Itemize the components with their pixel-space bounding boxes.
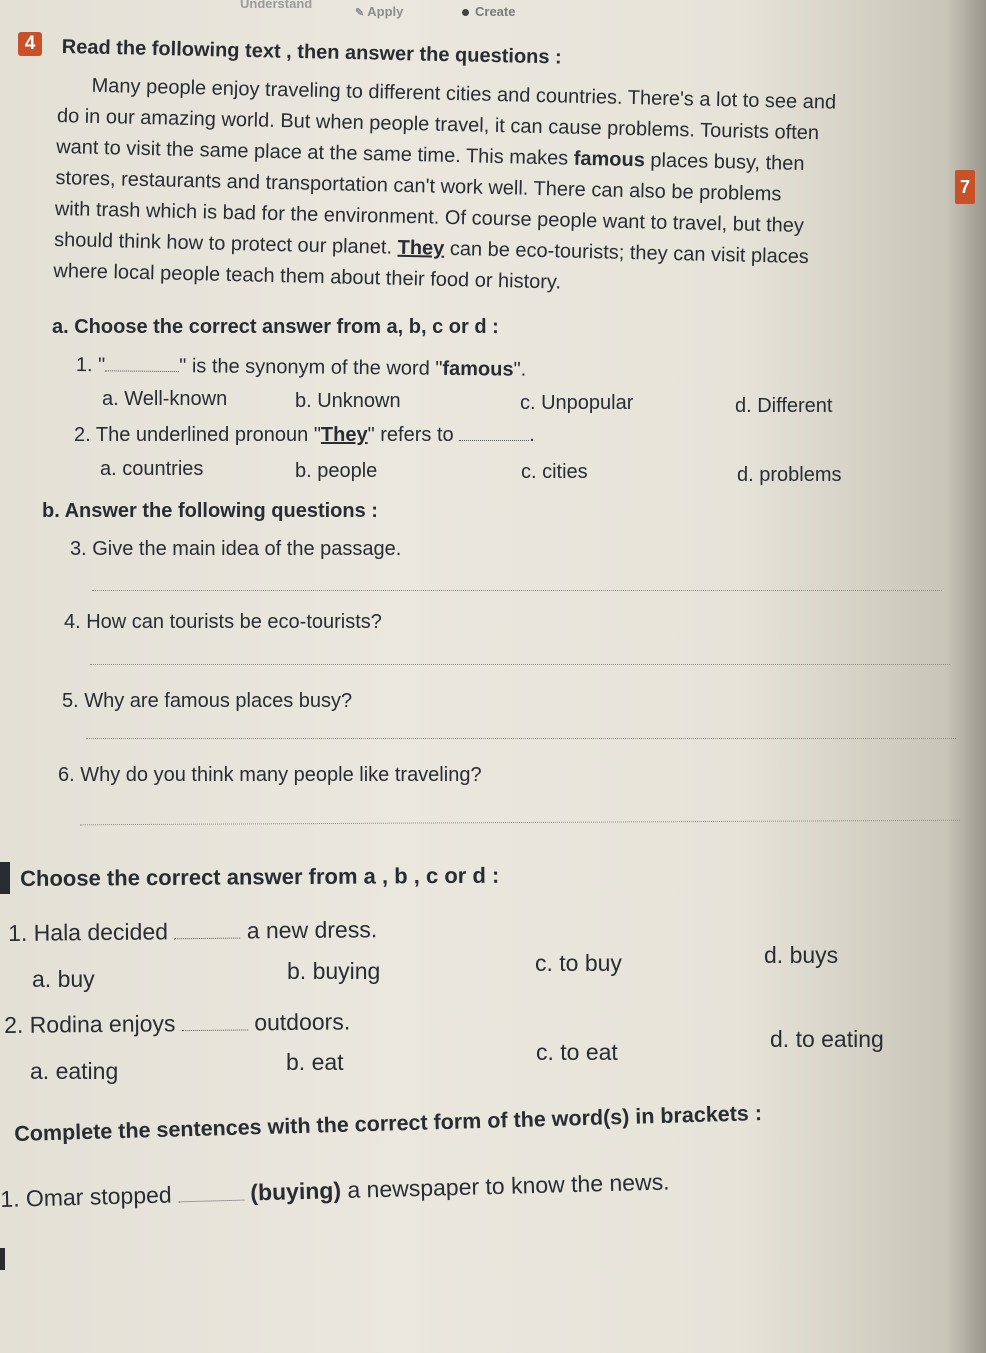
passage-line: want to visit the same place at the same time. This makes famous places busy, then xyxy=(56,135,805,175)
answer-blank[interactable] xyxy=(178,1200,244,1203)
section-title: Choose the correct answer from a , b , c or d : xyxy=(20,862,500,891)
option-a[interactable]: a. countries xyxy=(100,458,204,480)
option-c[interactable]: c. cities xyxy=(521,461,588,483)
section-number-badge: 4 xyxy=(18,32,42,56)
question-1: 1. " " is the synonym of the word "famous". xyxy=(75,354,527,381)
question-2: 2. Rodina enjoys outdoors. xyxy=(4,1008,351,1038)
reading-passage xyxy=(53,70,836,305)
passage-line: stores, restaurants and transportation can't work well. There can also be problems xyxy=(55,166,782,206)
option-c[interactable]: c. to buy xyxy=(535,950,622,976)
option-b[interactable]: b. people xyxy=(295,460,378,482)
option-d[interactable]: d. problems xyxy=(737,464,842,486)
part-a-heading: a. Choose the correct answer from a, b, c or d : xyxy=(52,316,499,338)
bullet-icon xyxy=(462,9,469,16)
page-side-number: 7 xyxy=(955,170,975,204)
option-d[interactable]: d. buys xyxy=(764,942,839,968)
question-3: 3. Give the main idea of the passage. xyxy=(70,538,402,560)
option-b[interactable]: b. eat xyxy=(286,1049,344,1075)
answer-blank[interactable] xyxy=(459,440,529,441)
answer-line[interactable] xyxy=(80,820,960,826)
question-6: 6. Why do you think many people like traveling? xyxy=(58,764,482,786)
answer-line[interactable] xyxy=(86,738,956,739)
answer-line[interactable] xyxy=(92,590,942,591)
question-1: 1. Hala decided a new dress. xyxy=(8,916,378,946)
option-a[interactable]: a. Well-known xyxy=(102,388,228,410)
highlighted-word-famous: famous xyxy=(573,147,646,172)
part-b-heading: b. Answer the following questions : xyxy=(42,500,378,522)
header-tab-create: Create xyxy=(462,4,515,19)
section-marker xyxy=(0,862,10,894)
option-c[interactable]: c. to eat xyxy=(536,1039,618,1065)
underlined-word-they: They xyxy=(397,236,445,260)
option-d[interactable]: d. Different xyxy=(735,395,833,417)
answer-line[interactable] xyxy=(90,664,950,665)
passage-line: do in our amazing world. But when people travel, it can cause problems. Tourists often xyxy=(56,104,820,145)
header-tab-understand: Understand xyxy=(240,0,313,11)
answer-blank[interactable] xyxy=(105,370,179,372)
question-5: 5. Why are famous places busy? xyxy=(62,690,353,712)
passage-line: with trash which is bad for the environment. Of course people want to travel, but they xyxy=(54,197,805,237)
header-tab-apply: ✎ Apply xyxy=(355,4,404,19)
option-c[interactable]: c. Unpopular xyxy=(520,392,634,414)
passage-line: should think how to protect our planet. They can be eco-tourists; they can visit places xyxy=(53,228,810,269)
option-d[interactable]: d. to eating xyxy=(770,1026,884,1052)
option-b[interactable]: b. Unknown xyxy=(295,390,401,412)
answer-blank[interactable] xyxy=(182,1029,248,1031)
question-marker xyxy=(0,1248,5,1270)
question-4: 4. How can tourists be eco-tourists? xyxy=(64,611,382,633)
question-2: 2. The underlined pronoun "They" refers to . xyxy=(74,424,535,446)
option-a[interactable]: a. eating xyxy=(30,1058,119,1084)
answer-blank[interactable] xyxy=(174,938,240,940)
passage-line: where local people teach them about their food or history. xyxy=(53,259,562,294)
question-1: 1. Omar stopped (buying) a newspaper to know the news. xyxy=(0,1168,670,1212)
option-a[interactable]: a. buy xyxy=(32,966,95,992)
section-title: Read the following text , then answer the questions : xyxy=(61,36,562,69)
section-title: Complete the sentences with the correct form of the word(s) in brackets : xyxy=(14,1101,763,1146)
passage-line: Many people enjoy traveling to different cities and countries. There's a lot to see and xyxy=(91,74,837,114)
option-b[interactable]: b. buying xyxy=(287,958,381,984)
pen-icon: ✎ xyxy=(355,7,368,19)
